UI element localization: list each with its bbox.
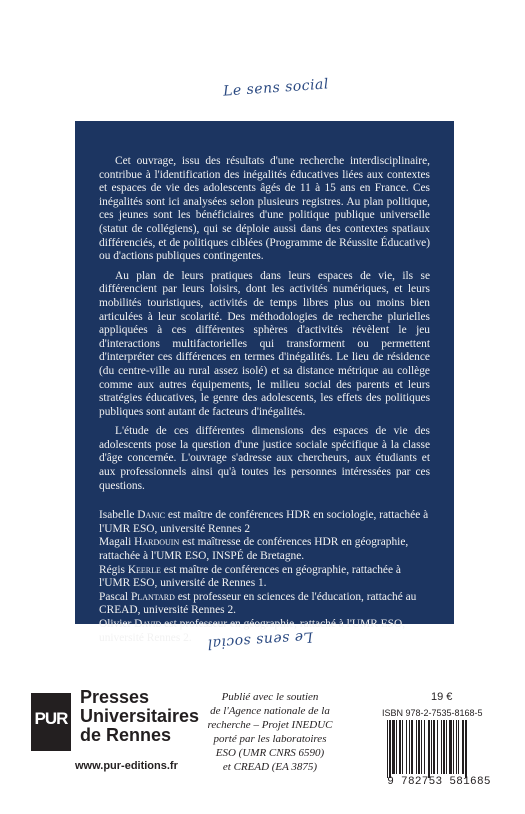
isbn-label: ISBN 978-2-7535-8168-5 xyxy=(382,708,483,718)
author-last-name: Keerle xyxy=(127,563,161,576)
publisher-name-line: Presses xyxy=(80,687,150,707)
publisher-name-line: de Rennes xyxy=(80,725,172,745)
author-description: est maître de conférences en géographie, rattachée à l'UMR ESO, université de Rennes 1. xyxy=(99,563,401,590)
funding-note-line: Publié avec le soutien xyxy=(221,691,319,703)
funding-note-line: et CREAD (EA 3875) xyxy=(222,761,318,773)
author-description: est professeur en sciences de l'éducation, rattaché au CREAD, université Rennes 2. xyxy=(99,590,417,617)
barcode-icon xyxy=(385,720,503,778)
author-entry xyxy=(99,564,430,591)
author-description: est maître de conférences HDR en sociologie, rattachée à l'UMR ESO, université Rennes 2 xyxy=(99,509,429,535)
series-name-bottom-inverted: Le sens social xyxy=(206,628,314,652)
author-last-name: Plantard xyxy=(130,590,175,603)
author-first-name: Pascal xyxy=(99,590,129,603)
author-first-name: Régis xyxy=(99,563,125,576)
funding-note-line: porté par les laboratoires xyxy=(213,733,327,745)
summary-paragraph-1: Cet ouvrage, issu des résultats d'une recherche interdisciplinaire, contribue à l'identification des inégalités éducatives liées aux contextes et espaces de vie des adolescents âgés de 11 à 15 ans en France. Ces inégalités sont ici analysées selon plusieurs registres. Au plan politique, ces jeunes sont les bénéficiaires d'une politique publique universelle (statut de collégiens), qui se déploie aussi dans des contextes spatiaux différenciés, et de politiques ciblées (Programme de Réussite Éducative) ou d'actions publiques contingentes. xyxy=(99,155,430,263)
series-name-top: Le sens social xyxy=(222,76,330,100)
author-description: est professeur en géographie, rattaché à l'UMR ESO, université Rennes 2. xyxy=(99,618,406,644)
price-label: 19 € xyxy=(431,691,453,703)
author-last-name: David xyxy=(134,618,162,630)
author-description: est maîtresse de conférences HDR en géographie, rattachée à l'UMR ESO, INSPÉ de Bretagne. xyxy=(99,536,409,563)
funding-note xyxy=(190,690,350,774)
publisher-name xyxy=(80,688,199,745)
summary-paragraph-3: L'étude de ces différentes dimensions des espaces de vie des adolescents pose la question d'une justice sociale spécifique à la classe d'âge concernée. L'ouvrage s'adresse aux chercheurs, aux étudiants et aux professionnels ainsi qu'à toutes les personnes intéressées par ces questions. xyxy=(99,425,430,492)
pur-logo-icon xyxy=(31,693,71,751)
publisher-name-line: Universitaires xyxy=(80,706,200,726)
funding-note-line: recherche – Projet INEDUC xyxy=(207,719,333,731)
author-first-name: Olivier xyxy=(99,618,132,630)
author-entry xyxy=(99,509,430,536)
funding-note-line: ESO (UMR CNRS 6590) xyxy=(215,747,325,759)
barcode-digits: 9 782753 581685 xyxy=(387,776,491,788)
author-list xyxy=(99,509,430,645)
publisher-website: www.pur-editions.fr xyxy=(75,760,178,772)
author-entry xyxy=(99,591,430,618)
author-last-name: Hardouin xyxy=(134,536,180,549)
author-first-name: Magali xyxy=(99,536,132,549)
logo-letters: PUR xyxy=(34,709,68,728)
funding-note-line: de l'Agence nationale de la xyxy=(210,705,330,717)
cover-footer xyxy=(0,660,525,814)
author-first-name: Isabelle xyxy=(99,509,135,522)
author-entry xyxy=(99,536,430,563)
author-last-name: Danic xyxy=(137,509,166,522)
summary-paragraph-2: Au plan de leurs pratiques dans leurs espaces de vie, ils se différencient par leurs loisirs, dont les activités numériques, et leurs mobilités touristiques, activités de temps libres plus ou moins bien articulées à leur scolarité. Des méthodologies de recherche plurielles appliquées à ces différentes sphères d'activités révèlent le jeu d'interactions multifactorielles qui transforment ou permettent d'interpréter ces différences en termes d'inégalités. Le lieu de résidence (du centre-ville au rural assez isolé) et sa distance métrique au collège comme aux autres équipements, le milieu social des parents et leurs stratégies éducatives, le genre des adolescents, les effets des politiques publiques sont autant de facteurs d'inégalités. xyxy=(99,269,430,418)
